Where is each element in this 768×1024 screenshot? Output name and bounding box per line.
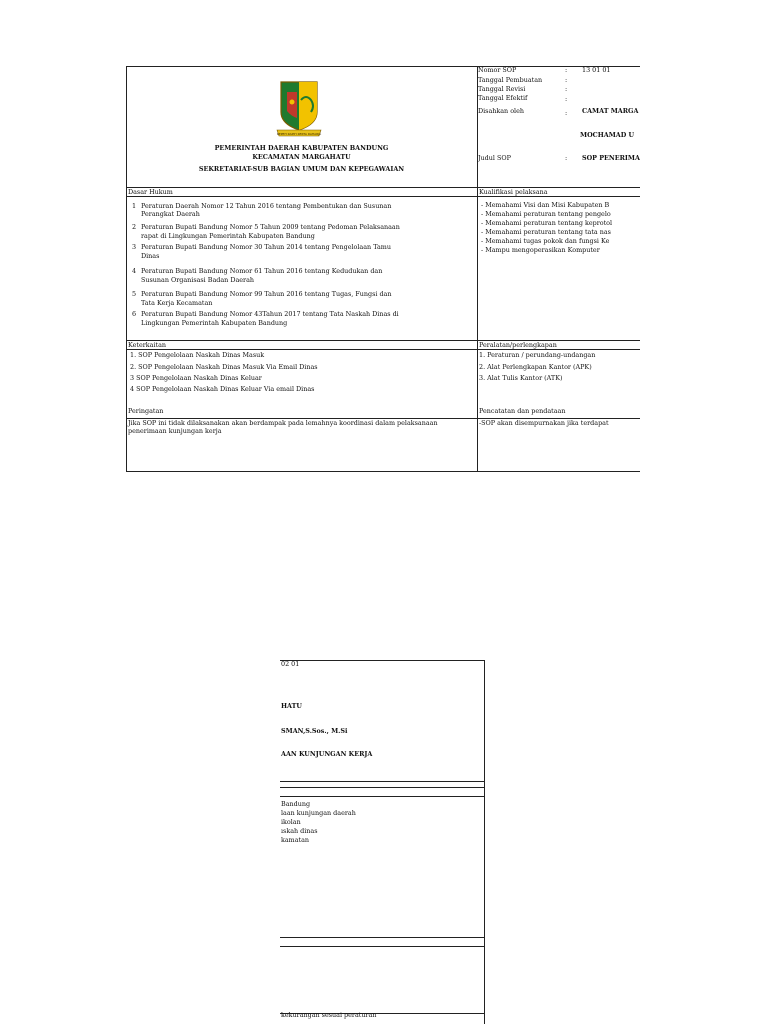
dasar-hukum-num: 6 [132,310,137,318]
disahkan-oleh-value: CAMAT MARGA [582,107,639,115]
judul-sop-label: Judul SOP [478,154,511,162]
dasar-hukum-title: Dasar Hukum [128,188,173,196]
keterkaitan-item: 2. SOP Pengelolaan Naskah Dinas Masuk Via Email Dinas [130,363,318,371]
dasar-hukum-line: Tata Kerja Kecamatan [141,299,213,307]
nomor-sop-sep: : [565,66,568,74]
tanggal-pembuatan-label: Tanggal Pembuatan [478,76,543,84]
continuation-pencatatan: kekurangan sesuai peraturan [281,1011,377,1019]
continuation-divider [280,937,485,938]
dasar-hukum-line: Susunan Organisasi Badan Daerah [141,276,255,284]
dasar-hukum-line: Peraturan Bupati Bandung Nomor 30 Tahun 2014 tentang Pengelolaan Tamu [141,243,391,251]
tanggal-efektif-label: Tanggal Efektif [478,94,528,102]
peringatan-text: Jika SOP ini tidak dilaksanakan akan berdampak pada lemahnya koordinasi dalam pelaksanaan penerimaan kunjungan kerja [128,419,438,435]
header-line-2: KECAMATAN MARGAHATU [252,153,351,161]
dasar-hukum-line: Peraturan Bupati Bandung Nomor 5 Tahun 2009 tentang Pedoman Pelaksanaan [141,223,400,231]
tanggal-efektif-sep: : [565,95,568,103]
divider-keterkaitan-title [126,349,640,350]
nomor-sop-value: 13 01 01 [582,66,611,74]
peralatan-list [479,351,640,391]
logo-ribbon-text: REPEH RAPIH KERTA RAHARJA [276,131,322,136]
pejabat-name: MOCHAMAD U [580,131,635,139]
peralatan-item: 2. Alat Perlengkapan Kantor (APK) [479,363,592,371]
tanggal-pembuatan-sep: : [565,76,568,84]
pencatatan-box [479,419,640,431]
header-line-3: SEKRETARIAT-SUB BAGIAN UMUM DAN KEPEGAWAIAN [198,165,405,173]
kualifikasi-item: - Mampu mengoperasikan Komputer [481,246,600,254]
dasar-hukum-line: Peraturan Daerah Nomor 12 Tahun 2016 tentang Pembentukan dan Susunan [141,202,392,210]
continuation-divider [280,787,485,788]
judul-sop-value: SOP PENERIMA [582,154,640,162]
dasar-hukum-line: Dinas [141,252,160,260]
dasar-hukum-line: Peraturan Bupati Bandung Nomor 99 Tahun 2016 tentang Tugas, Fungsi dan [141,290,392,298]
dasar-hukum-num: 4 [132,267,137,275]
table-left-border [126,66,127,472]
continuation-top-border [280,660,485,661]
kualifikasi-item: - Memahami peraturan tentang pengelo [481,210,611,218]
keterkaitan-item: 1. SOP Pengelolaan Naskah Dinas Masuk [130,351,265,359]
tanggal-revisi-label: Tanggal Revisi [478,85,526,93]
kualifikasi-item: - Memahami tugas pokok dan fungsi Ke [481,237,610,245]
dasar-hukum-line: rapat di Lingkungan Pemerintah Kabupaten Bandung [141,232,315,240]
continuation-judul: AAN KUNJUNGAN KERJA [281,750,373,758]
dasar-hukum-line: Perangkat Daerah [141,210,200,218]
continuation-divider [280,781,485,782]
dasar-hukum-num: 3 [132,243,137,251]
divider-dasar-title [126,196,640,197]
dasar-hukum-line: Peraturan Bupati Bandung Nomor 61 Tahun 2016 tentang Kedudukan dan [141,267,383,275]
peralatan-item: 3. Alat Tulis Kantor (ATK) [479,374,563,382]
dasar-hukum-num: 2 [132,223,137,231]
peralatan-item: 1. Peraturan / perundang-undangan [479,351,596,359]
continuation-kualifikasi: Bandung [281,800,311,808]
pencatatan-title: Pencatatan dan pendataan [479,407,566,415]
sop-meta-block [478,66,640,187]
dasar-hukum-num: 1 [132,202,137,210]
divider-header-bottom [126,187,640,188]
continuation-right-border [484,660,485,1024]
kualifikasi-item: - Memahami peraturan tentang keprotol [481,219,613,227]
continuation-kualifikasi: laan kunjungan daerah [281,809,356,817]
dasar-hukum-num: 5 [132,290,137,298]
peringatan-title: Peringatan [128,407,164,415]
dasar-hukum-line: Peraturan Bupati Bandung Nomor 43Tahun 2017 tentang Tata Naskah Dinas di [141,310,399,318]
keterkaitan-title: Keterkaitan [128,341,167,349]
continuation-divider [280,796,485,797]
dasar-hukum-line: Lingkungan Pemerintah Kabupaten Bandung [141,319,288,327]
header-line-1: PEMERINTAH DAERAH KABUPATEN BANDUNG [214,144,389,152]
continuation-kualifikasi: ıskah dinas [281,827,318,835]
kabupaten-bandung-logo [271,78,327,138]
kualifikasi-item: - Memahami peraturan tentang tata nas [481,228,611,236]
nomor-sop-label: Nomor SOP [478,66,517,74]
continuation-nomor: 02 01 [281,660,300,668]
judul-sop-sep: : [565,154,568,162]
disahkan-oleh-label: Disahkan oleh [478,107,524,115]
dasar-hukum-list [128,198,476,340]
continuation-pejabat: SMAN,S.Sos., M.Si [281,727,348,735]
keterkaitan-item: 4 SOP Pengelolaan Naskah Dinas Keluar Via email Dinas [130,385,315,393]
continuation-camat: HATU [281,702,302,710]
peralatan-title: Peralatan/perlengkapan [479,341,557,349]
tanggal-revisi-sep: : [565,85,568,93]
divider-keterkaitan-top [126,340,640,341]
continuation-kualifikasi: kamatan [281,836,310,844]
disahkan-oleh-sep: : [565,109,568,117]
continuation-divider [280,946,485,947]
kualifikasi-list [479,202,640,272]
table-bottom-border [126,471,640,472]
pencatatan-text: -SOP akan disempurnakan jika terdapat [479,419,609,427]
kualifikasi-title: Kualifikasi pelaksana [479,188,548,196]
keterkaitan-item: 3 SOP Pengelolaan Naskah Dinas Keluar [130,374,262,382]
kualifikasi-item: - Memahami Visi dan Misi Kabupaten B [481,202,610,209]
continuation-kualifikasi: ikolan [281,818,301,826]
